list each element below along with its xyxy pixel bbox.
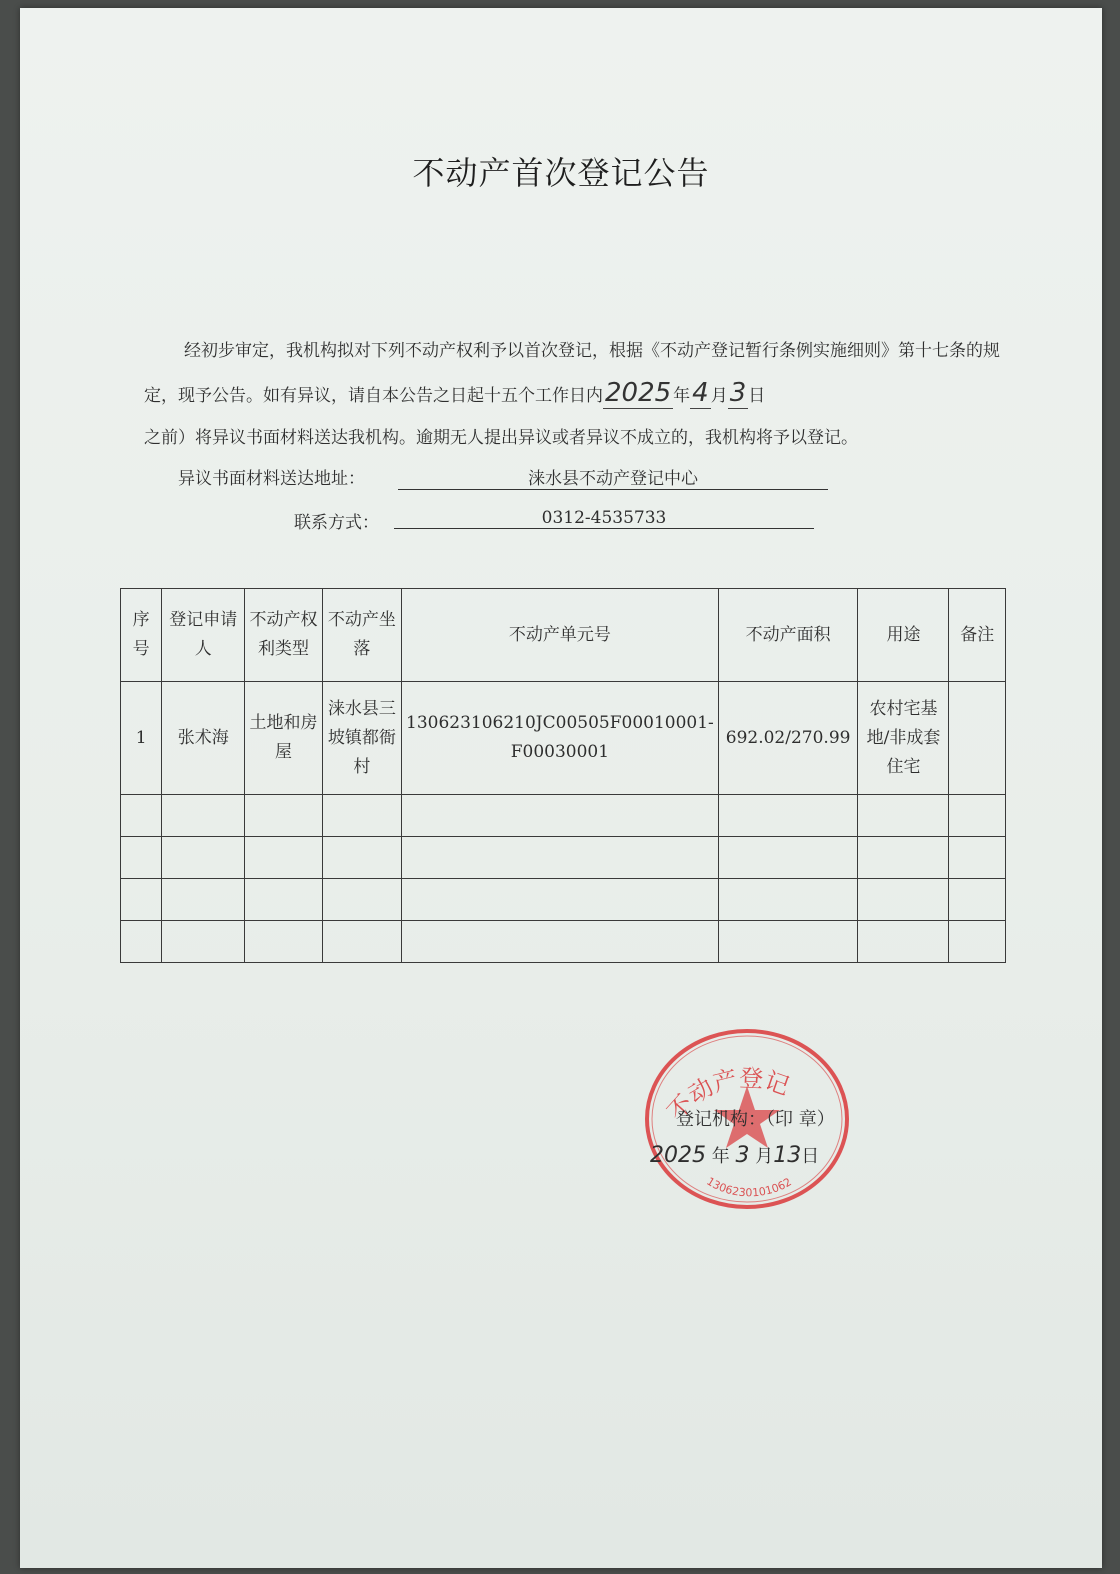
col-header: 不动产坐落	[322, 589, 401, 682]
document-page	[20, 8, 1102, 1568]
svg-text:1306230101062	[704, 1175, 794, 1200]
day-label: 日	[748, 386, 766, 406]
year-label: 年	[673, 386, 691, 406]
cell-remark	[949, 682, 1006, 795]
col-header: 不动产权利类型	[245, 589, 322, 682]
col-header: 用途	[858, 589, 949, 682]
notice-text-2: 之前）将异议书面材料送达我机构。逾期无人提出异议或者异议不成立的，我机构将予以登记。	[144, 428, 858, 448]
month-label: 月	[710, 386, 728, 406]
cell-unit-number: 130623106210JC00505F00010001-F00030001	[402, 682, 719, 795]
cell-applicant: 张术海	[162, 682, 245, 795]
deadline-month: 4	[692, 378, 709, 408]
col-header: 序号	[121, 589, 162, 682]
deadline-day: 3	[729, 378, 747, 408]
table-row	[121, 682, 1006, 795]
table-row-empty	[121, 879, 1006, 921]
signature-year-label: 年	[711, 1146, 730, 1167]
signature-month-label: 月	[755, 1146, 774, 1167]
objection-address-value: 涞水县不动产登记中心	[398, 464, 828, 490]
cell-area: 692.02/270.99	[718, 682, 858, 795]
objection-address-label: 异议书面材料送达地址：	[178, 469, 365, 489]
signature-year: 2025	[650, 1143, 706, 1168]
signature-date	[650, 1142, 819, 1168]
contact-value: 0312-4535733	[394, 508, 814, 529]
contact-label: 联系方式：	[294, 513, 379, 533]
table-row-empty	[121, 795, 1006, 837]
cell-usage: 农村宅基地/非成套住宅	[858, 682, 949, 795]
registration-table	[120, 588, 1006, 963]
table-header-row	[121, 589, 1006, 682]
notice-paragraph	[144, 330, 1014, 459]
cell-right-type: 土地和房屋	[245, 682, 322, 795]
registration-authority-label: 登记机构：（印 章）	[676, 1109, 835, 1130]
table-row-empty	[121, 837, 1006, 879]
seal-code: 1306230101062	[704, 1174, 794, 1200]
signature-day-label: 日	[801, 1146, 820, 1167]
cell-location: 涞水县三坡镇都衙村	[322, 682, 401, 795]
table-row-empty	[121, 921, 1006, 963]
signature-day: 13	[773, 1143, 802, 1168]
col-header: 备注	[949, 589, 1006, 682]
cell-seq: 1	[121, 682, 162, 795]
deadline-year: 2025	[605, 378, 672, 408]
col-header: 不动产单元号	[402, 589, 719, 682]
signature-month: 3	[735, 1143, 750, 1168]
seal-text: 不动产登记	[661, 1064, 793, 1126]
notice-text-1: 经初步审定，我机构拟对下列不动产权利予以首次登记，根据《不动产登记暂行条例实施细则》第十七条的规定，现予公告。如有异议，请自本公告之日起十五个工作日内	[144, 341, 1000, 406]
col-header: 登记申请人	[162, 589, 245, 682]
col-header: 不动产面积	[718, 589, 858, 682]
page-title: 不动产首次登记公告	[412, 154, 710, 192]
